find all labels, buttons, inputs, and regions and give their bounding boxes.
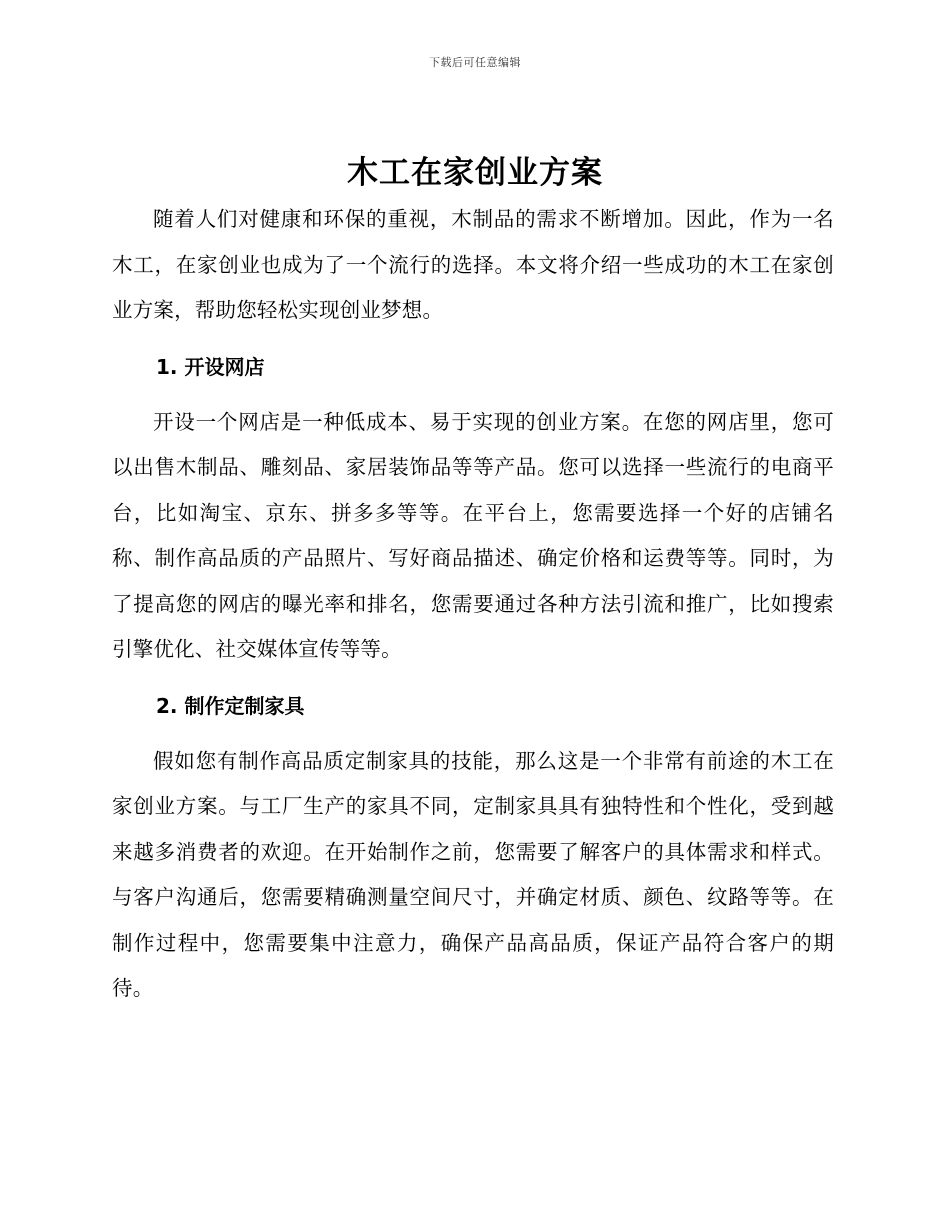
section-paragraph-online-store: 开设一个网店是一种低成本、易于实现的创业方案。在您的网店里，您可以出售木制品、雕刻品、家居装饰品等等产品。您可以选择一些流行的电商平台，比如淘宝、京东、拼多多等等。在平台上，您需要选择一个好的店铺名称、制作高品质的产品照片、写好商品描述、确定价格和运费等等。同时，为了提高您的网店的曝光率和排名，您需要通过各种方法引流和推广，比如搜索引擎优化、社交媒体宣传等等。 [112, 409, 834, 661]
section-heading-online-store: 1. 开设网店 [156, 354, 265, 379]
document-title: 木工在家创业方案 [347, 155, 603, 191]
section-heading-custom-furniture: 2. 制作定制家具 [156, 693, 305, 718]
document-body [112, 197, 834, 1012]
page-header-note: 下载后可任意编辑 [429, 56, 521, 69]
section-paragraph-custom-furniture: 假如您有制作高品质定制家具的技能，那么这是一个非常有前途的木工在家创业方案。与工厂生产的家具不同，定制家具具有独特性和个性化，受到越来越多消费者的欢迎。在开始制作之前，您需要了解客户的具体需求和样式。与客户沟通后，您需要精确测量空间尺寸，并确定材质、颜色、纹路等等。在制作过程中，您需要集中注意力，确保产品高品质，保证产品符合客户的期待。 [112, 748, 834, 1000]
intro-paragraph: 随着人们对健康和环保的重视，木制品的需求不断增加。因此，作为一名木工，在家创业也成为了一个流行的选择。本文将介绍一些成功的木工在家创业方案，帮助您轻松实现创业梦想。 [112, 207, 834, 322]
